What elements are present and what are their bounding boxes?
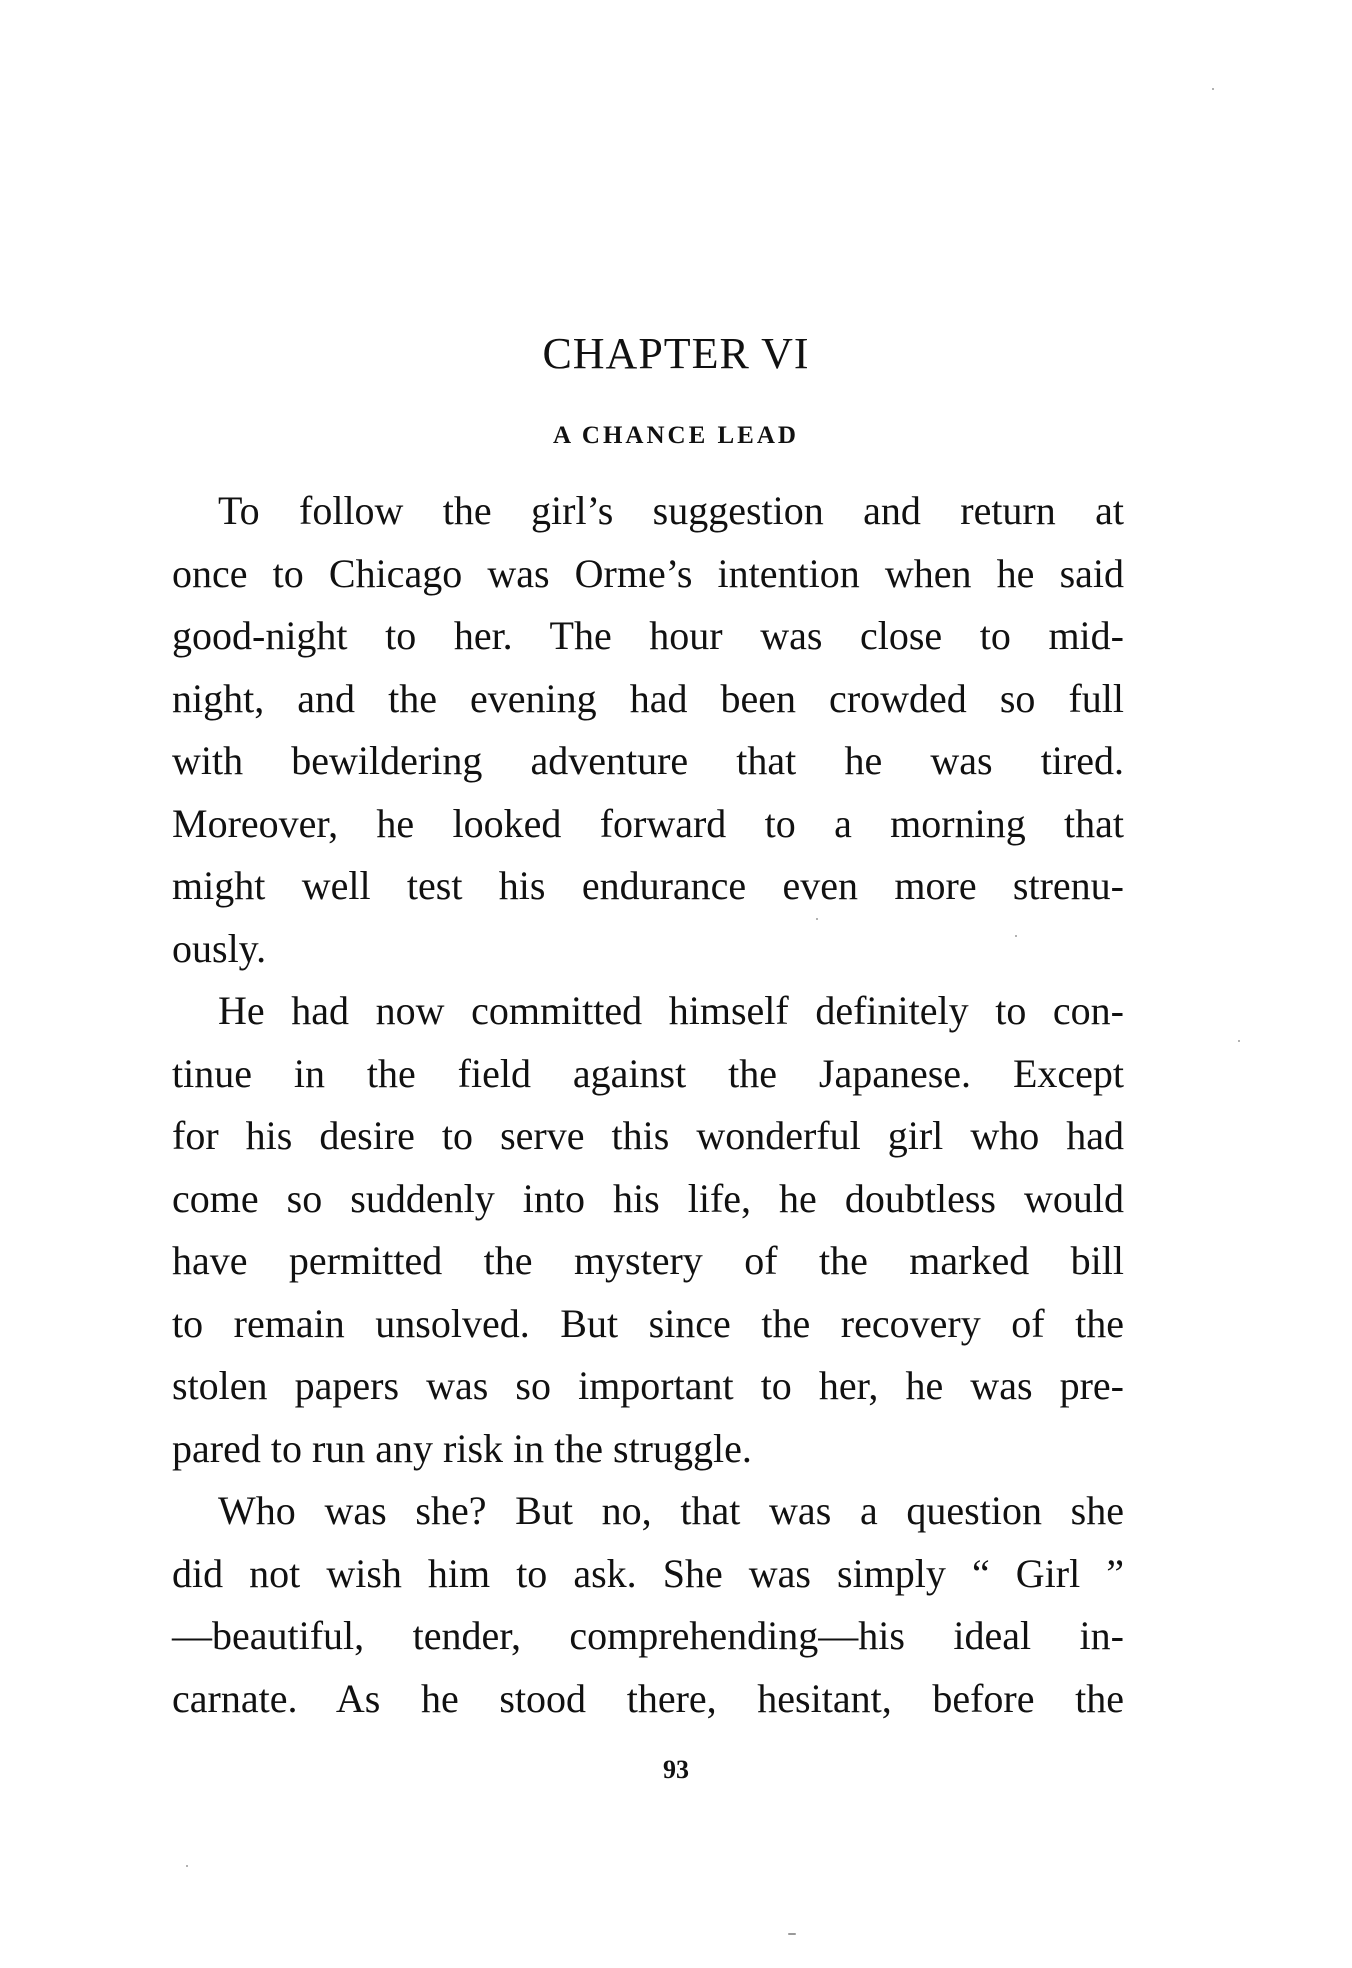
text-line: carnate. As he stood there, hesitant, before the: [172, 1675, 1124, 1721]
text-line: good-night to her. The hour was close to mid-: [172, 613, 1124, 658]
scan-speck: [788, 1933, 796, 1935]
text-line: to remain unsolved. But since the recovery of the: [172, 1300, 1124, 1346]
text-line: —beautiful, tender, comprehending—his ideal in-: [172, 1613, 1124, 1658]
text-line: Who was she? But no, that was a question she: [218, 1488, 1124, 1533]
text-line: pared to run any risk in the struggle.: [172, 1425, 752, 1471]
text-line: with bewildering adventure that he was tired.: [172, 738, 1124, 783]
text-line: did not wish him to ask. She was simply “ Girl ”: [172, 1550, 1124, 1596]
scan-speck: [1238, 1040, 1240, 1042]
text-line: tinue in the field against the Japanese. Except: [172, 1050, 1124, 1096]
paragraph: [172, 980, 1124, 1480]
scan-speck: [1212, 88, 1214, 90]
chapter-title: CHAPTER VI: [542, 329, 810, 378]
text-line: Moreover, he looked forward to a morning that: [172, 800, 1124, 846]
paragraph: [172, 1480, 1124, 1730]
text-line: ously.: [172, 925, 267, 971]
text-line: He had now committed himself definitely to con-: [218, 988, 1124, 1033]
body-text: [172, 480, 1124, 1730]
text-line: once to Chicago was Orme’s intention when he said: [172, 550, 1124, 596]
chapter-subtitle: A CHANCE LEAD: [553, 422, 799, 449]
scan-speck: [816, 918, 818, 920]
text-line: To follow the girl’s suggestion and return at: [218, 488, 1124, 533]
text-line: might well test his endurance even more strenu-: [172, 863, 1124, 908]
text-line: have permitted the mystery of the marked bill: [172, 1238, 1124, 1283]
scan-speck: [186, 1865, 188, 1867]
scan-speck: [1015, 935, 1017, 937]
text-line: for his desire to serve this wonderful girl who had: [172, 1113, 1124, 1158]
text-line: come so suddenly into his life, he doubtless would: [172, 1175, 1124, 1221]
text-line: stolen papers was so important to her, he was pre-: [172, 1363, 1124, 1408]
page-number: 93: [663, 1755, 689, 1784]
paragraph: [172, 480, 1124, 980]
text-line: night, and the evening had been crowded so full: [172, 675, 1124, 721]
